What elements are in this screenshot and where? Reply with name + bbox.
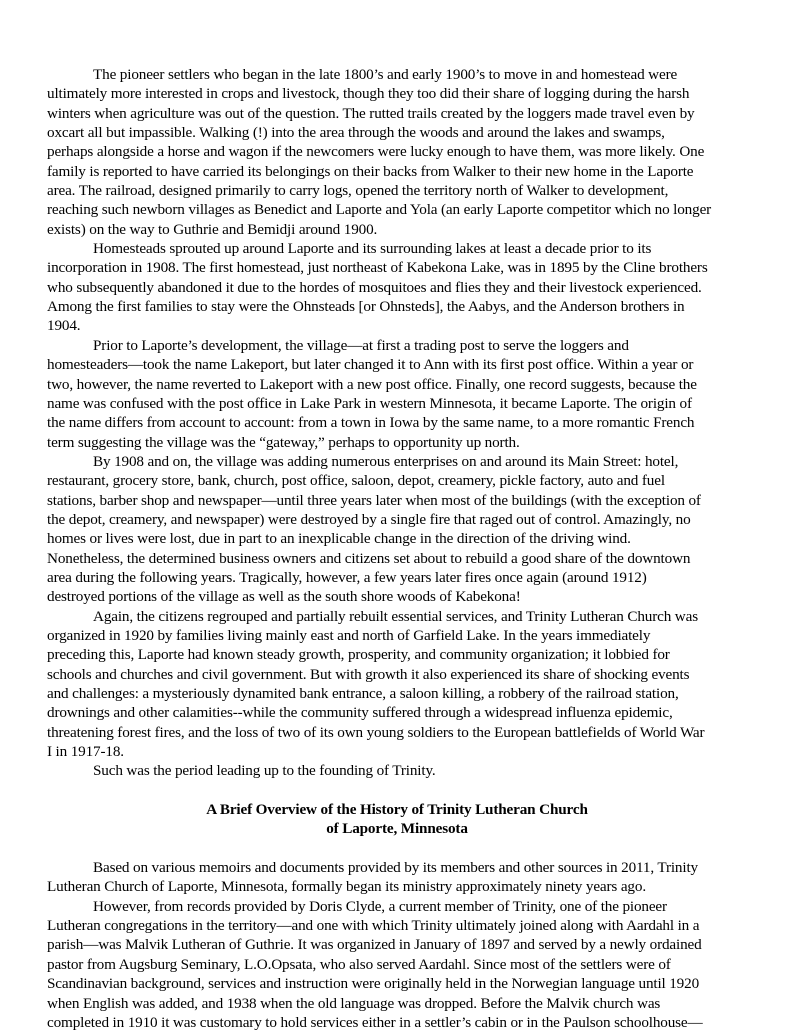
text-line: the depot, creamery, and newspaper) were destroyed by a single fire that raged out of control. Amazingly, no <box>47 510 691 528</box>
text-line: when English was added, and 1938 when the old language was dropped. Before the Malvik church was <box>47 994 661 1012</box>
text-line: However, from records provided by Doris Clyde, a current member of Trinity, one of the pioneer <box>93 897 667 915</box>
text-line: 1904. <box>47 317 81 335</box>
paragraph <box>47 239 747 336</box>
text-line: perhaps alongside a horse and wagon if the newcomers were lucky enough to have them, was more likely. One <box>47 143 705 161</box>
text-line: completed in 1910 it was customary to hold services either in a settler’s cabin or in the Paulson schoolhouse— <box>47 1013 703 1031</box>
paragraph <box>47 761 747 780</box>
spacer <box>47 839 747 858</box>
text-line: Homesteads sprouted up around Laporte and its surrounding lakes at least a decade prior to its <box>93 240 652 258</box>
text-line: threatening forest fires, and the loss of two of its own young soldiers to the European battlefields of World War <box>47 723 705 741</box>
text-line: Again, the citizens regrouped and partially rebuilt essential services, and Trinity Lutheran Church was <box>93 607 698 625</box>
text-line: Lutheran Church of Laporte, Minnesota, formally began its ministry approximately ninety years ago. <box>47 878 646 896</box>
paragraph <box>47 336 747 452</box>
text-line: homes or lives were lost, due in part to an inexplicable change in the direction of the driving wind. <box>47 530 631 548</box>
text-line: stations, barber shop and newspaper—until three years later when most of the buildings (with the exception of <box>47 491 701 509</box>
document-page <box>47 65 747 1032</box>
text-line: preceding this, Laporte had known steady growth, prosperity, and community organization; it lobbied for <box>47 646 670 664</box>
text-line: Lutheran congregations in the territory—and one with which Trinity ultimately joined along with Aardahl in a <box>47 917 700 935</box>
text-line: term suggesting the village was the “gateway,” perhaps to opportunity up north. <box>47 433 520 451</box>
paragraph <box>47 452 747 607</box>
text-line: pastor from Augsburg Seminary, L.O.Opsata, who also served Aardahl. Since most of the settlers were of <box>47 955 671 973</box>
section-heading <box>47 800 747 839</box>
text-line: exists) on the way to Guthrie and Bemidji around 1900. <box>47 220 378 238</box>
text-line: drownings and other calamities--while the community suffered through a widespread influenza epidemic, <box>47 704 673 722</box>
text-line: Among the first families to stay were the Ohnsteads [or Ohnsteds], the Aabys, and the Anderson brothers in <box>47 298 685 316</box>
text-line: Nonetheless, the determined business owners and citizens set about to rebuild a good share of the downtown <box>47 549 691 567</box>
text-line: By 1908 and on, the village was adding numerous enterprises on and around its Main Street: hotel, <box>93 452 679 470</box>
section-trinity-overview <box>47 858 747 1032</box>
text-line: and challenges: a mysteriously dynamited bank entrance, a saloon killing, a robbery of the railroad station, <box>47 685 679 702</box>
text-line: who subsequently abandoned it due to the hordes of mosquitoes and flies they and their livestock experienced. <box>47 278 702 296</box>
text-line: winters when agriculture was out of the question. The rutted trails created by the loggers made travel even by <box>47 104 695 122</box>
heading-line-1: A Brief Overview of the History of Trinity Lutheran Church <box>206 801 588 819</box>
text-line: name was confused with the post office in Lake Park in western Minnesota, it became Laporte. The origin of <box>47 394 692 412</box>
text-line: schools and churches and civil government. But with growth it also experienced its share of shocking events <box>47 665 690 683</box>
text-line: ultimately more interested in crops and livestock, though they too did their share of logging during the harsh <box>47 85 690 103</box>
text-line: Based on various memoirs and documents provided by its members and other sources in 2011, Trinity <box>93 859 698 877</box>
text-line: reaching such newborn villages as Benedict and Laporte and Yola (an early Laporte competitor which no longer <box>47 201 712 219</box>
text-line: family is reported to have carried its belongings on their backs from Walker to their new home in the Laporte <box>47 162 694 180</box>
paragraph <box>47 65 747 239</box>
text-line: area. The railroad, designed primarily to carry logs, opened the territory north of Walker to development, <box>47 182 669 200</box>
text-line: oxcart all but impassible. Walking (!) into the area through the woods and around the lakes and swamps, <box>47 124 665 142</box>
text-line: the name differs from account to account: from a town in Iowa by the same name, to a more romantic French <box>47 414 695 432</box>
text-line: parish—was Malvik Lutheran of Guthrie. It was organized in January of 1897 and served by a newly ordained <box>47 936 702 954</box>
text-line: homesteaders—took the name Lakeport, but later changed it to Ann with its first post office. Within a year or <box>47 356 694 374</box>
text-line: restaurant, grocery store, bank, church, post office, saloon, depot, creamery, pickle factory, auto and fuel <box>47 472 665 490</box>
text-line: Scandinavian background, services and instruction were originally held in the Norwegian language until 1920 <box>47 975 700 993</box>
text-line: The pioneer settlers who began in the late 1800’s and early 1900’s to move in and homestead were <box>93 66 678 83</box>
text-line: incorporation in 1908. The first homestead, just northeast of Kabekona Lake, was in 1895 by the Cline brothers <box>47 259 708 277</box>
paragraph <box>47 607 747 762</box>
text-line: destroyed portions of the village as well as the south shore woods of Kabekona! <box>47 588 521 606</box>
text-line: Such was the period leading up to the founding of Trinity. <box>93 762 436 780</box>
paragraph <box>47 858 747 897</box>
text-line: I in 1917-18. <box>47 743 124 761</box>
text-line: organized in 1920 by families living mainly east and north of Garfield Lake. In the years immediately <box>47 626 651 644</box>
heading-line-2: of Laporte, Minnesota <box>326 820 468 838</box>
text-line: area during the following years. Tragically, however, a few years later fires once again (around 1912) <box>47 568 647 586</box>
paragraph <box>47 897 747 1032</box>
text-line: Prior to Laporte’s development, the village—at first a trading post to serve the loggers and <box>93 336 629 354</box>
text-line: two, however, the name reverted to Lakeport with a new post office. Finally, one record suggests, because the <box>47 375 697 393</box>
section-laporte-history <box>47 65 747 781</box>
spacer <box>47 781 747 800</box>
